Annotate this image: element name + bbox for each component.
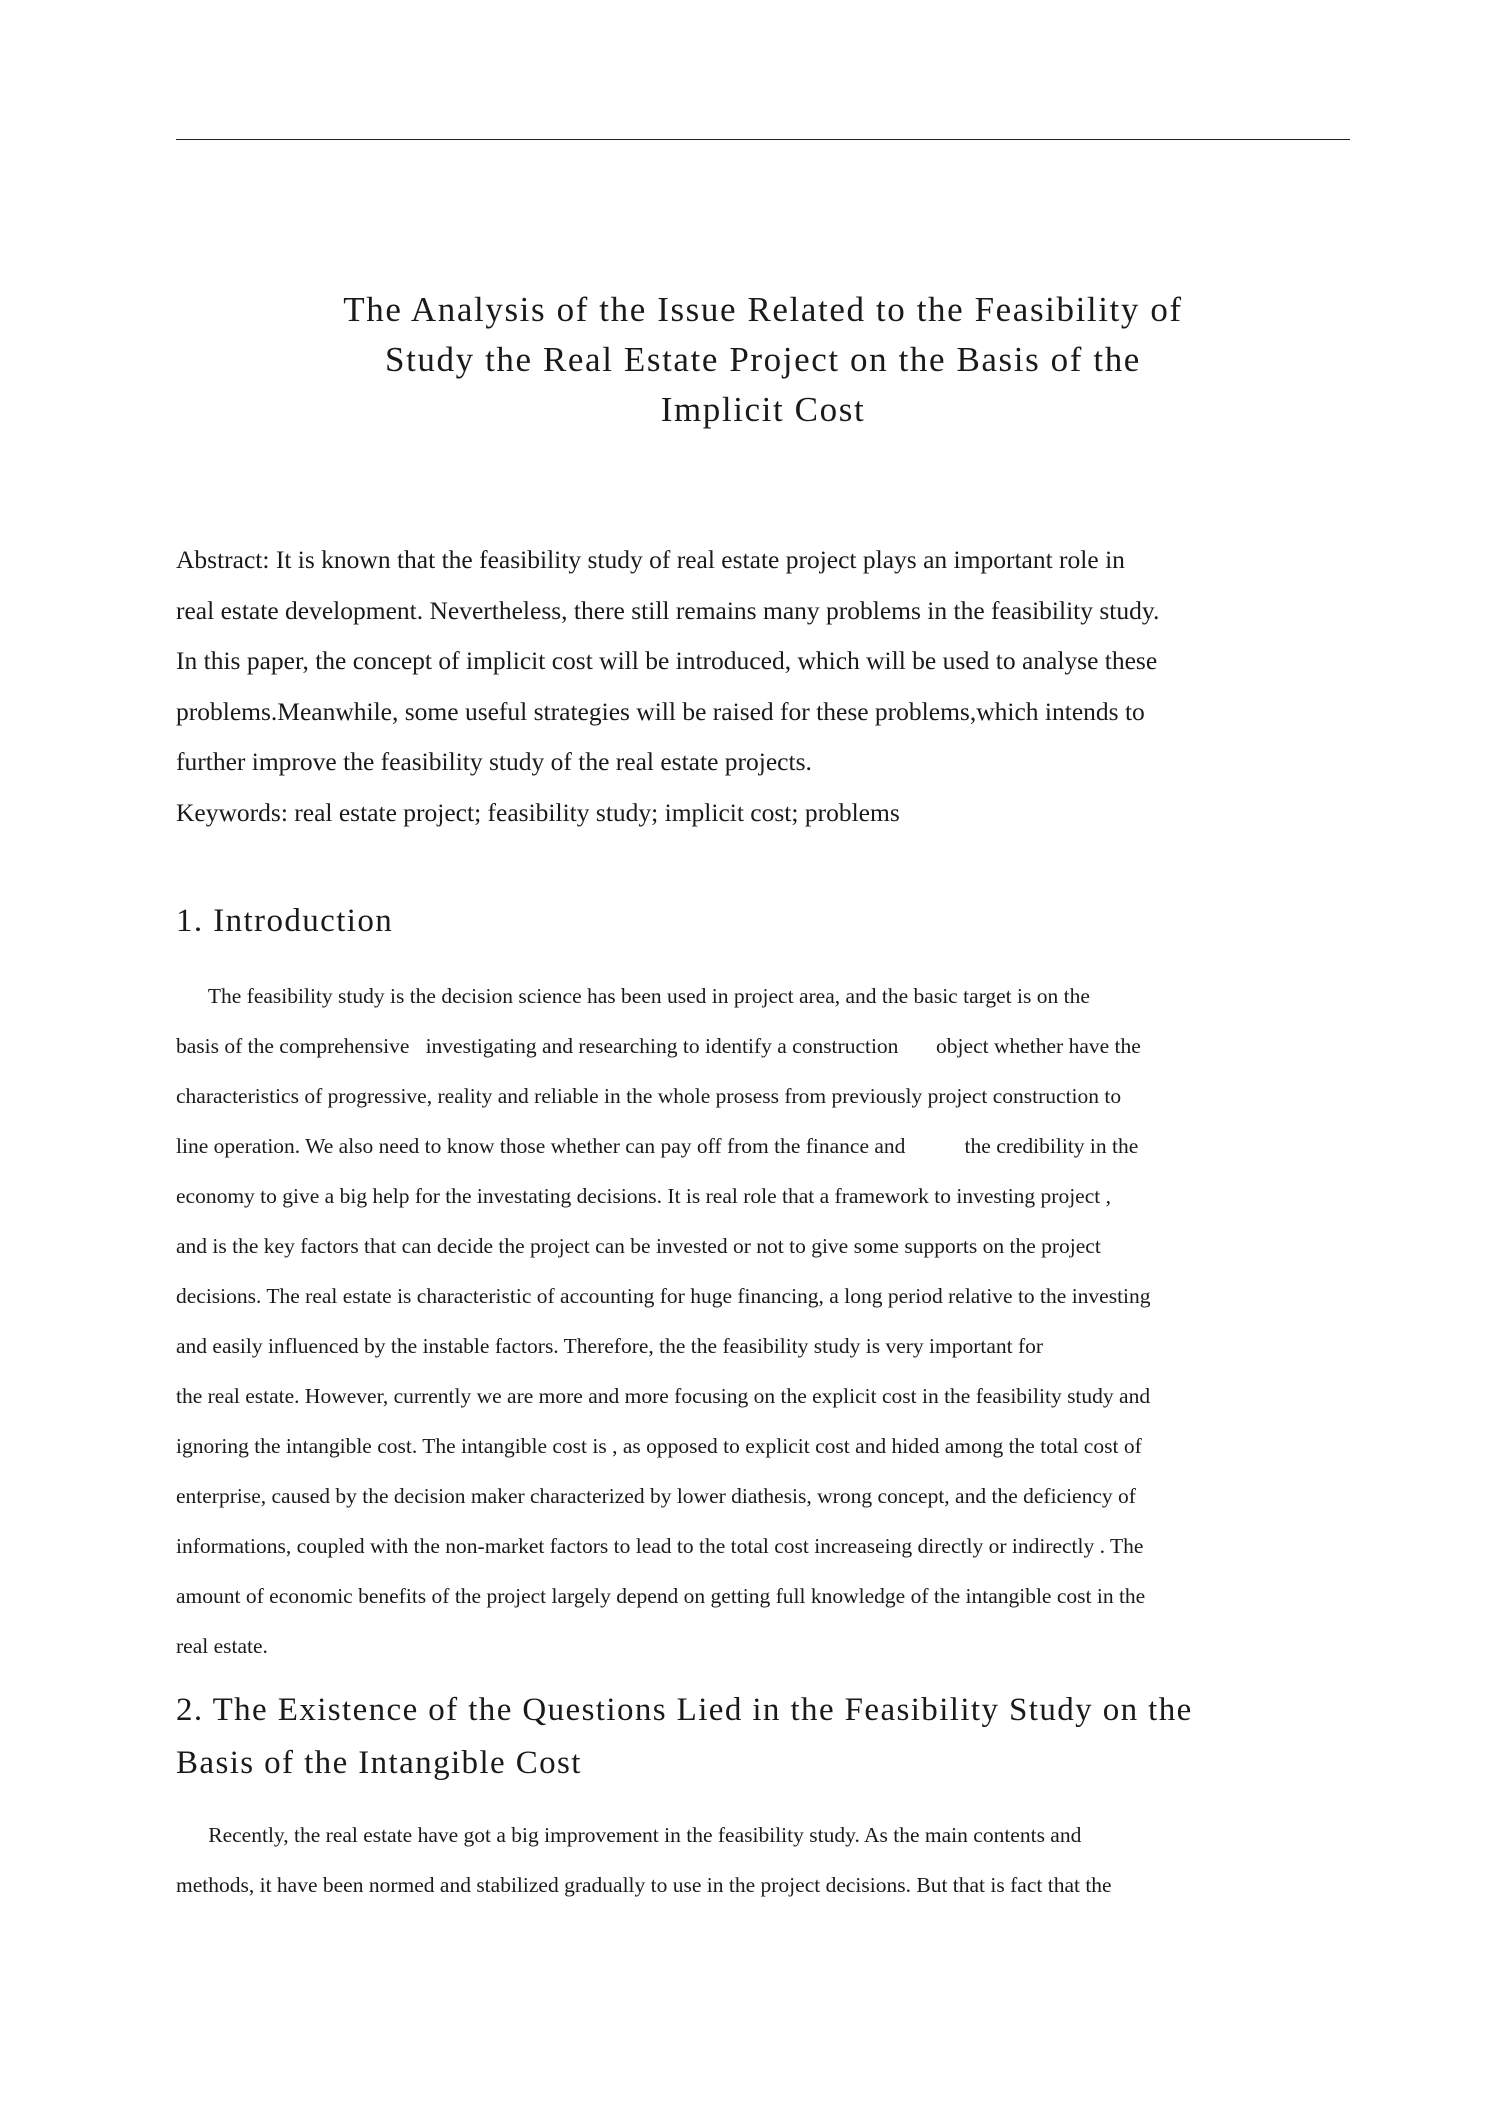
title-line: The Analysis of the Issue Related to the Feasibility of <box>343 290 1183 329</box>
body-line: and easily influenced by the instable factors. Therefore, the the feasibility study is very important for <box>176 1334 1044 1358</box>
abstract-line: further improve the feasibility study of the real estate projects. <box>176 747 812 776</box>
title-line: Implicit Cost <box>660 390 866 429</box>
body-line: decisions. The real estate is characteristic of accounting for huge financing, a long period relative to the investing <box>176 1284 1151 1308</box>
section-1-body <box>176 971 1356 1671</box>
header-rule <box>176 139 1350 140</box>
body-line: The feasibility study is the decision science has been used in project area, and the basic target is on the <box>176 984 1090 1008</box>
abstract-line: real estate development. Nevertheless, there still remains many problems in the feasibility study. <box>176 595 1160 625</box>
abstract-line: problems.Meanwhile, some useful strategies will be raised for these problems,which intends to <box>176 696 1145 726</box>
body-line: economy to give a big help for the investating decisions. It is real role that a framework to investing project , <box>176 1184 1111 1208</box>
abstract-line: In this paper, the concept of implicit cost will be introduced, which will be used to analyse these <box>176 646 1158 675</box>
abstract-line: Abstract: It is known that the feasibility study of real estate project plays an important role in <box>176 545 1125 574</box>
body-line: characteristics of progressive, reality and reliable in the whole prosess from previously project construction to <box>176 1084 1122 1108</box>
section-2-body <box>176 1810 1356 1910</box>
body-line: ignoring the intangible cost. The intangible cost is , as opposed to explicit cost and hided among the total cost of <box>176 1434 1142 1458</box>
section-2-heading-line: 2. The Existence of the Questions Lied in the Feasibility Study on the <box>176 1692 1193 1728</box>
body-line: methods, it have been normed and stabilized gradually to use in the project decisions. But that is fact that the <box>176 1873 1112 1897</box>
abstract <box>176 535 1376 838</box>
section-2-heading <box>176 1684 1193 1790</box>
body-line: the real estate. However, currently we are more and more focusing on the explicit cost in the feasibility study and <box>176 1384 1151 1408</box>
section-2-heading-line: Basis of the Intangible Cost <box>176 1745 582 1781</box>
body-line: Recently, the real estate have got a big improvement in the feasibility study. As the main contents and <box>176 1823 1082 1847</box>
body-line: amount of economic benefits of the project largely depend on getting full knowledge of the intangible cost in the <box>176 1584 1146 1608</box>
title-line: Study the Real Estate Project on the Basis of the <box>385 340 1141 379</box>
section-1-heading: 1. Introduction <box>176 903 394 939</box>
paper-title <box>176 285 1350 435</box>
body-line: real estate. <box>176 1634 268 1658</box>
body-line: line operation. We also need to know those whether can pay off from the finance and the credibility in the <box>176 1134 1139 1158</box>
body-line: and is the key factors that can decide the project can be invested or not to give some supports on the project <box>176 1234 1101 1258</box>
keywords-line: Keywords: real estate project; feasibility study; implicit cost; problems <box>176 797 900 827</box>
body-line: informations, coupled with the non-market factors to lead to the total cost increaseing directly or indirectly . The <box>176 1534 1144 1558</box>
body-line: enterprise, caused by the decision maker characterized by lower diathesis, wrong concept, and the deficiency of <box>176 1484 1136 1508</box>
body-line: basis of the comprehensive investigating and researching to identify a construction object whether have the <box>176 1034 1141 1058</box>
